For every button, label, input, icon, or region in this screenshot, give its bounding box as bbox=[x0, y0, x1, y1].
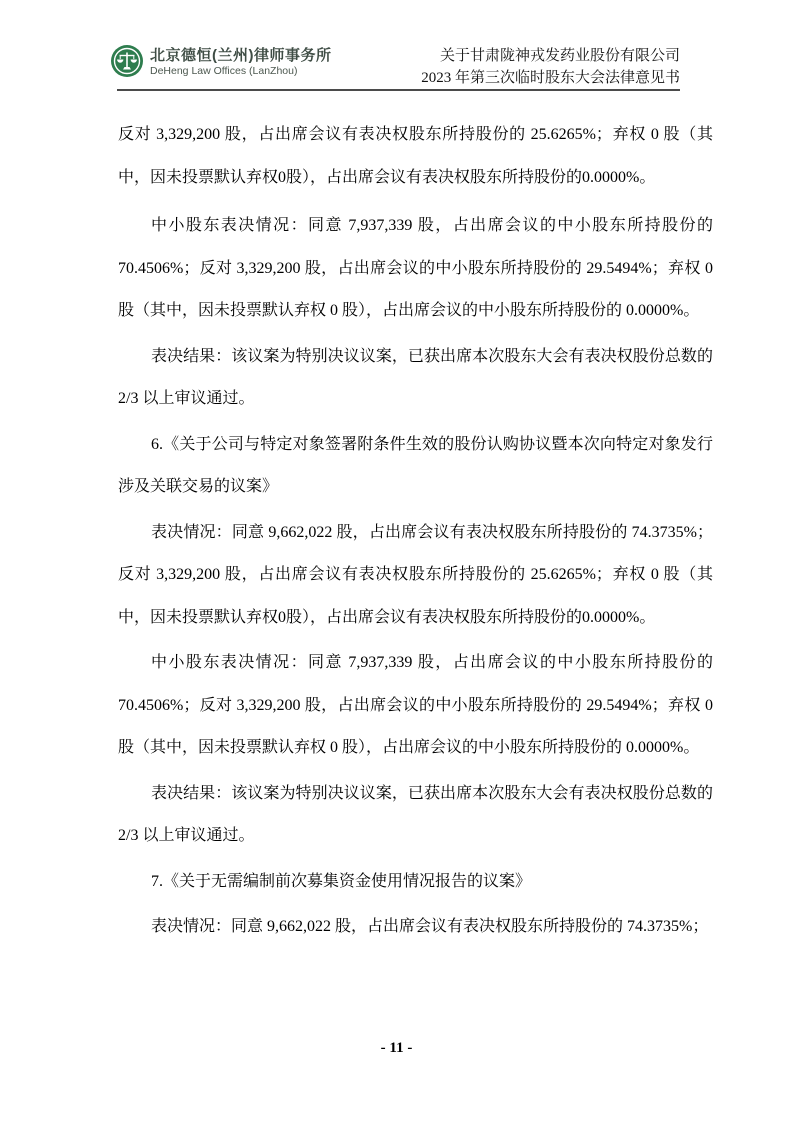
paragraph-vote-result-1: 表决结果：该议案为特别决议议案，已获出席本次股东大会有表决权股份总数的 2/3 以上审议通过。 bbox=[118, 347, 713, 407]
paragraph-minor-shareholders-vote-2: 中小股东表决情况：同意 7,937,339 股，占出席会议的中小股东所持股份的 70.4506%；反对 3,329,200 股，占出席会议的中小股东所持股份的 29.5494%；弃权 0 股（其中，因未投票默认弃权 0 股），占出席会议的中小股东所持股份的 0.0000%。 bbox=[118, 654, 713, 756]
law-firm-name-zh: 北京德恒(兰州)律师事务所 bbox=[150, 47, 332, 64]
page-footer bbox=[0, 1040, 793, 1057]
paragraph-minor-shareholders-vote-1: 中小股东表决情况：同意 7,937,339 股，占出席会议的中小股东所持股份的 70.4506%；反对 3,329,200 股，占出席会议的中小股东所持股份的 29.5494%；弃权 0 股（其中，因未投票默认弃权 0 股），占出席会议的中小股东所持股份的 0.0000%。 bbox=[118, 217, 713, 319]
document-title-line1: 关于甘肃陇神戎发药业股份有限公司 bbox=[439, 48, 680, 64]
paragraph-proposal-7-title: 7.《关于无需编制前次募集资金使用情况报告的议案》 bbox=[151, 872, 532, 890]
document-title bbox=[421, 46, 680, 89]
page-number: - 11 - bbox=[380, 1040, 413, 1056]
paragraph-vote-result-2: 表决结果：该议案为特别决议议案，已获出席本次股东大会有表决权股份总数的 2/3 以上审议通过。 bbox=[118, 784, 713, 844]
paragraph-vote-against-continued: 反对 3,329,200 股，占出席会议有表决权股东所持股份的 25.6265%；弃权 0 股（其中，因未投票默认弃权0股），占出席会议有表决权股东所持股份的0.0000%。 bbox=[118, 126, 713, 186]
law-firm-logo bbox=[110, 44, 332, 78]
deheng-emblem-icon bbox=[110, 44, 144, 78]
law-firm-name-block bbox=[150, 44, 332, 78]
document-body bbox=[118, 114, 713, 952]
document-title-line2: 2023 年第三次临时股东大会法律意见书 bbox=[421, 69, 680, 86]
law-firm-name-en: DeHeng Law Offices (LanZhou) bbox=[150, 65, 298, 77]
header-divider bbox=[117, 89, 680, 91]
paragraph-proposal-6-title: 6.《关于公司与特定对象签署附条件生效的股份认购协议暨本次向特定对象发行涉及关联交易的议案》 bbox=[118, 435, 713, 495]
paragraph-proposal-6-vote: 表决情况：同意 9,662,022 股，占出席会议有表决权股东所持股份的 74.3735%；反对 3,329,200 股，占出席会议有表决权股东所持股份的 25.6265%；弃权 0 股（其中，因未投票默认弃权0股），占出席会议有表决权股东所持股份的0.0000%。 bbox=[118, 523, 713, 626]
paragraph-proposal-7-vote: 表决情况：同意 9,662,022 股，占出席会议有表决权股东所持股份的 74.3735%； bbox=[151, 918, 709, 935]
